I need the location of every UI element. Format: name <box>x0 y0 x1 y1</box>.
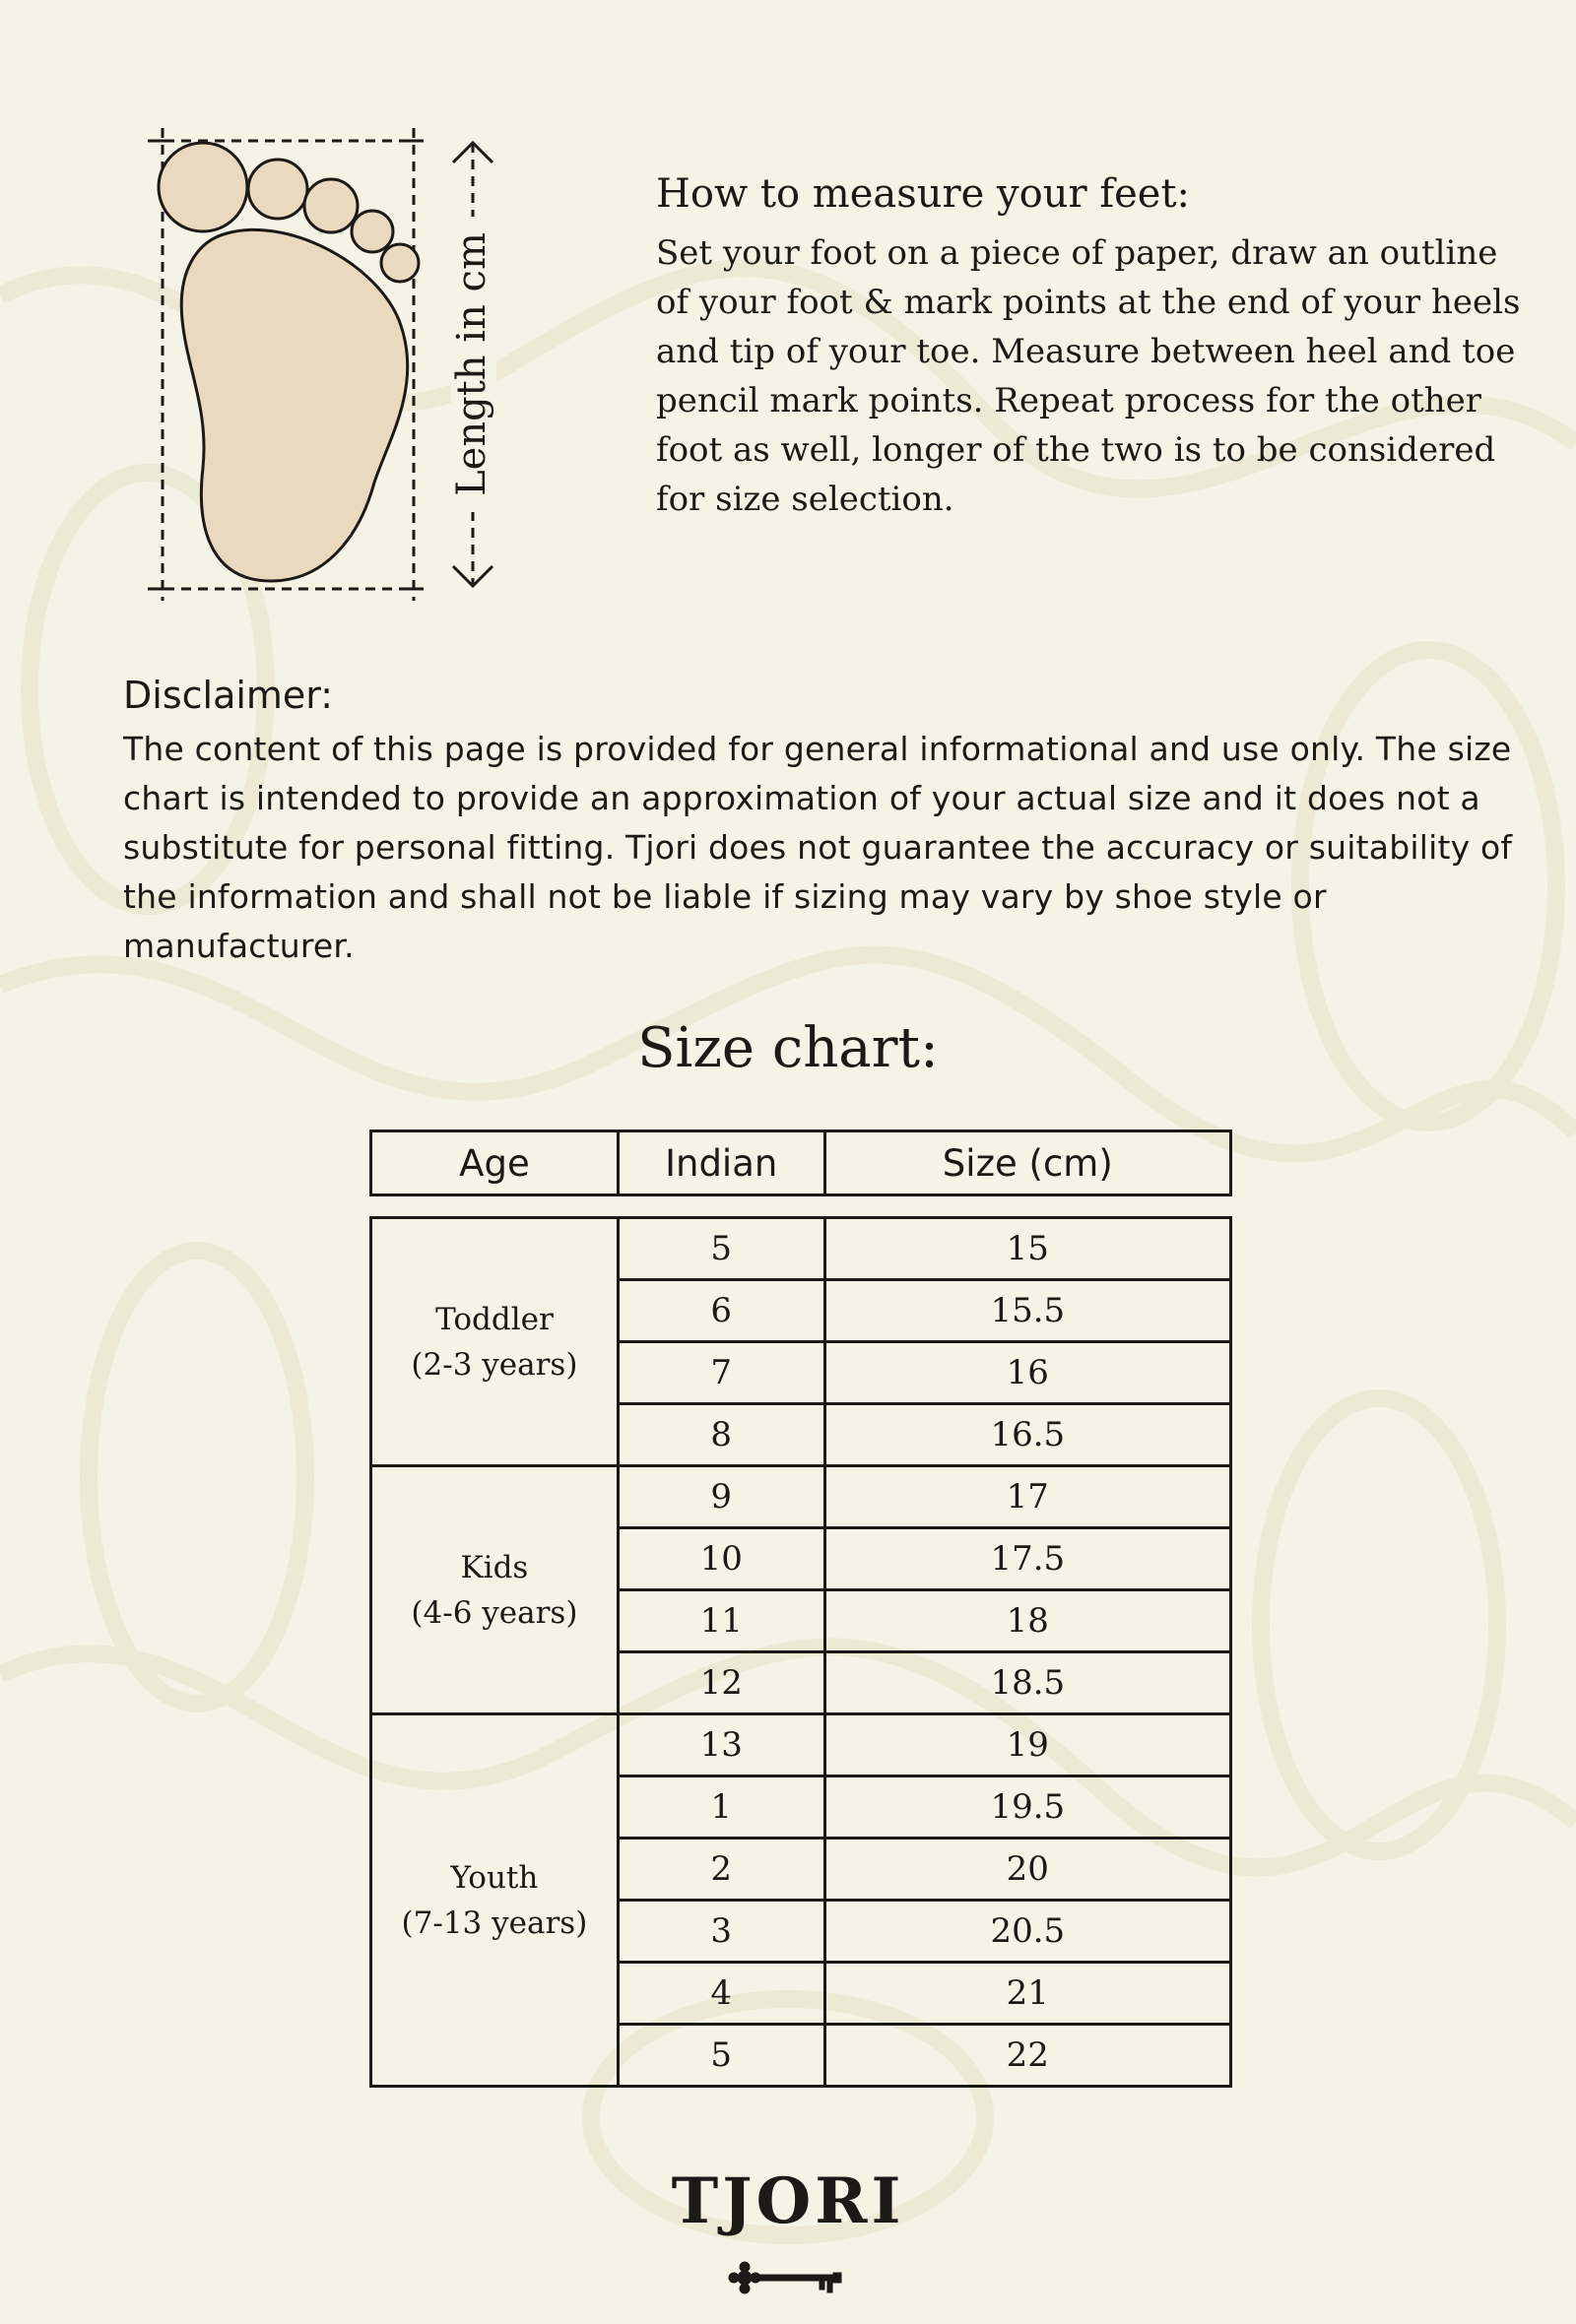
indian-size-cell: 5 <box>618 2025 824 2087</box>
age-group-range: (2-3 years) <box>411 1346 578 1383</box>
indian-size-cell: 6 <box>618 1280 824 1342</box>
size-cm-cell: 19.5 <box>824 1776 1230 1839</box>
foot-measurement-diagram <box>138 123 522 606</box>
header-age: Age <box>371 1131 619 1195</box>
indian-size-cell: 4 <box>618 1963 824 2025</box>
table-row <box>371 1714 1231 1776</box>
indian-size-cell: 2 <box>618 1839 824 1901</box>
header-indian: Indian <box>618 1131 824 1195</box>
measure-instructions <box>656 167 1523 524</box>
indian-size-cell: 13 <box>618 1714 824 1776</box>
age-group-youth <box>371 1714 619 2087</box>
age-group-range: (4-6 years) <box>411 1594 578 1631</box>
size-cm-cell: 18 <box>824 1590 1230 1652</box>
size-cm-cell: 15.5 <box>824 1280 1230 1342</box>
table-row <box>371 1466 1231 1528</box>
disclaimer-title: Disclaimer: <box>123 674 334 717</box>
length-label: Length in cm <box>449 232 494 496</box>
brand-logo-text: TJORI <box>671 2164 905 2238</box>
indian-size-cell: 8 <box>618 1404 824 1466</box>
measure-body: Set your foot on a piece of paper, draw an outline of your foot & mark points at the end of your heels and tip of your toe. Measure between heel and toe pencil mark points. Repeat process for the other foot as well, longer of the two is to be considered for size selection. <box>656 233 1521 519</box>
size-cm-cell: 20 <box>824 1839 1230 1901</box>
size-chart-table <box>369 1216 1232 2088</box>
indian-size-cell: 12 <box>618 1652 824 1714</box>
indian-size-cell: 3 <box>618 1901 824 1963</box>
size-chart-header <box>369 1130 1232 1196</box>
age-group-name: Youth <box>450 1859 539 1896</box>
indian-size-cell: 5 <box>618 1218 824 1280</box>
indian-size-cell: 10 <box>618 1528 824 1590</box>
age-group-kids <box>371 1466 619 1714</box>
size-cm-cell: 19 <box>824 1714 1230 1776</box>
indian-size-cell: 9 <box>618 1466 824 1528</box>
disclaimer-body: The content of this page is provided for general informational and use only. The size chart is intended to provide an approximation of your actual size and it does not a substitute for personal fitting. Tjori does not guarantee the accuracy or suitability of the information and shall not be liable if sizing may vary by shoe style or manufacturer. <box>123 730 1513 965</box>
disclaimer-section <box>123 670 1522 971</box>
age-group-name: Toddler <box>435 1301 554 1337</box>
size-cm-cell: 18.5 <box>824 1652 1230 1714</box>
key-icon <box>725 2258 851 2297</box>
size-cm-cell: 20.5 <box>824 1901 1230 1963</box>
indian-size-cell: 1 <box>618 1776 824 1839</box>
size-cm-cell: 22 <box>824 2025 1230 2087</box>
header-size: Size (cm) <box>824 1131 1230 1195</box>
age-group-toddler <box>371 1218 619 1466</box>
age-group-range: (7-13 years) <box>401 1904 588 1941</box>
size-cm-cell: 21 <box>824 1963 1230 2025</box>
size-cm-cell: 17 <box>824 1466 1230 1528</box>
size-chart-title: Size chart: <box>637 1016 939 1080</box>
indian-size-cell: 7 <box>618 1342 824 1404</box>
foot-shape <box>159 143 419 581</box>
size-cm-cell: 16 <box>824 1342 1230 1404</box>
indian-size-cell: 11 <box>618 1590 824 1652</box>
size-cm-cell: 15 <box>824 1218 1230 1280</box>
table-row <box>371 1218 1231 1280</box>
size-cm-cell: 16.5 <box>824 1404 1230 1466</box>
size-cm-cell: 17.5 <box>824 1528 1230 1590</box>
age-group-name: Kids <box>460 1549 529 1585</box>
measure-title: How to measure your feet: <box>656 171 1191 217</box>
